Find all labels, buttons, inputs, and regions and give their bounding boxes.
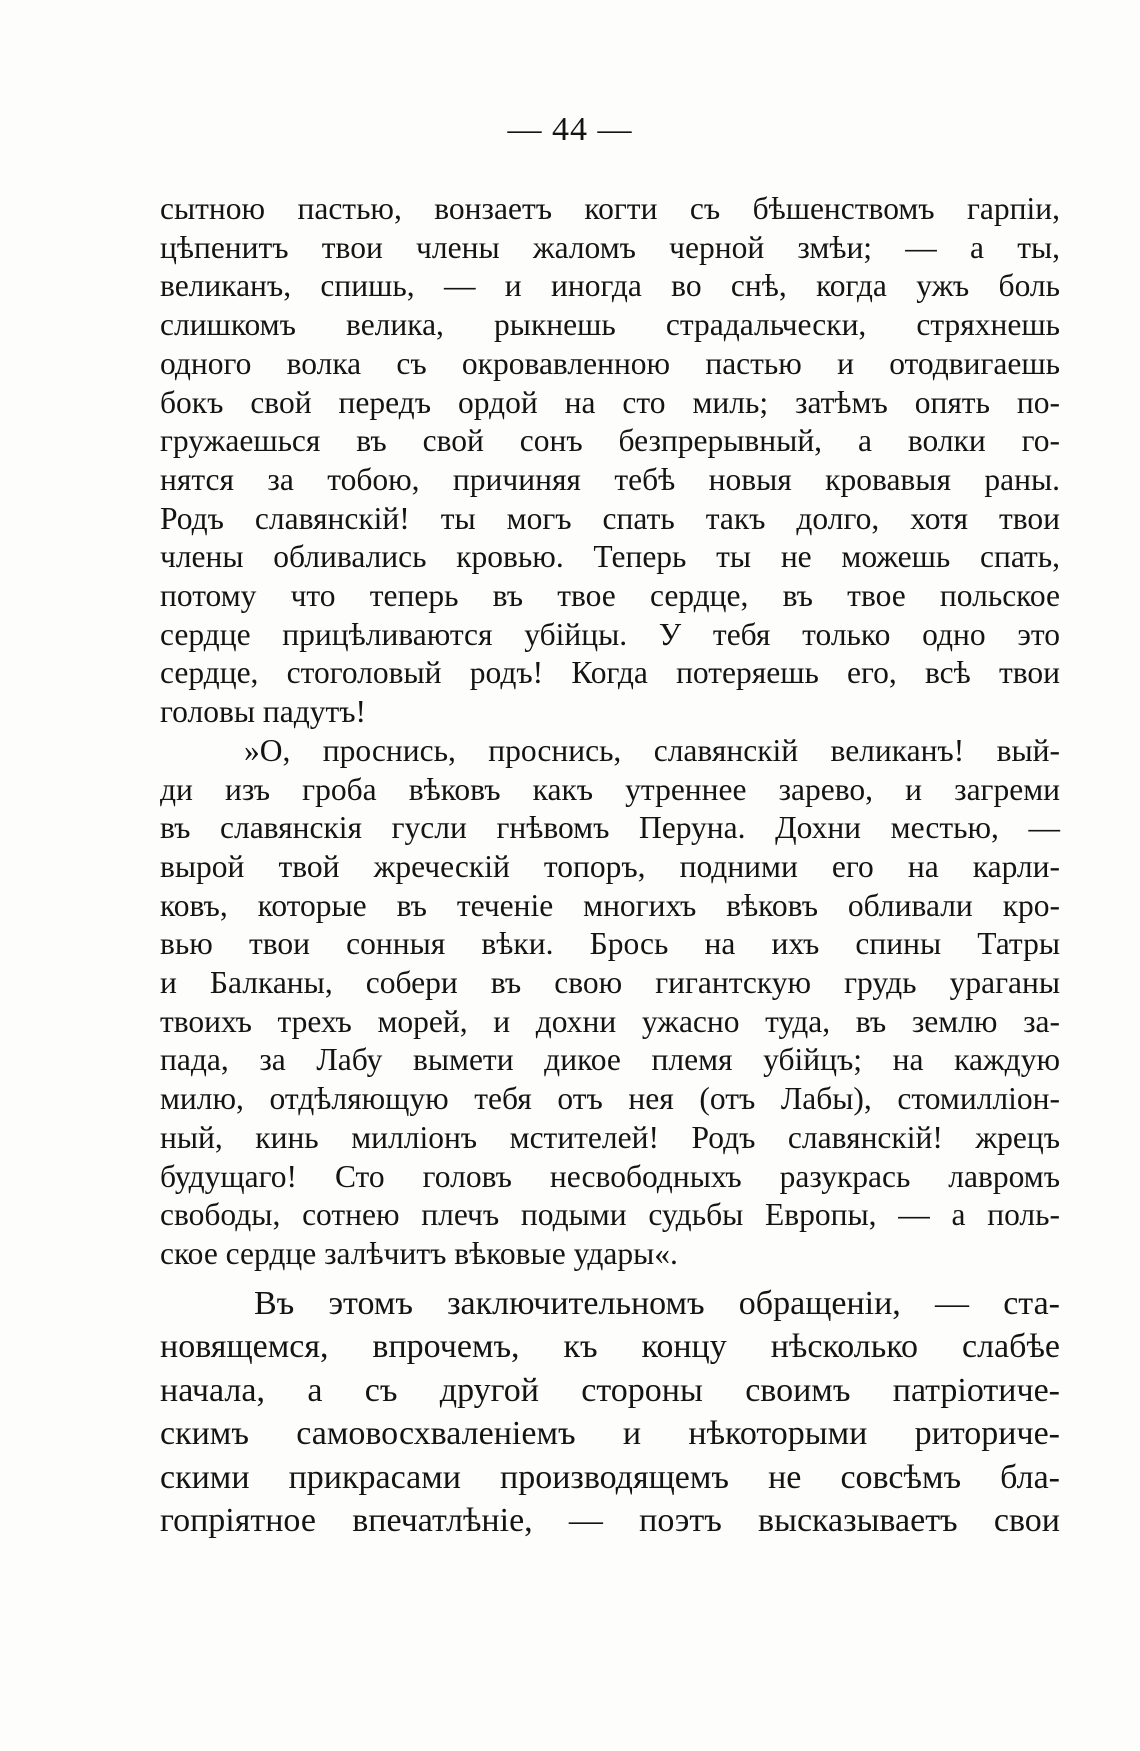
- body-paragraph: [160, 1282, 1060, 1542]
- text-line: вью твои сонныя вѣки. Брось на ихъ спины Татры: [160, 926, 1060, 962]
- text-line: ди изъ гроба вѣковъ какъ утреннее зарево, и загреми: [160, 771, 1060, 807]
- text-line: новящемся, впрочемъ, къ концу нѣсколько слабѣе: [160, 1328, 1060, 1366]
- text-line: бокъ свой передъ ордой на сто миль; затѣмъ опять по-: [160, 384, 1060, 420]
- text-line: милю, отдѣляющую тебя отъ нея (отъ Лабы), стомилліон-: [160, 1081, 1060, 1117]
- text-line: нятся за тобою, причиняя тебѣ новыя кровавыя раны.: [160, 461, 1060, 497]
- text-line: въ славянскія гусли гнѣвомъ Перуна. Дохни местью, —: [160, 810, 1060, 846]
- text-line: твоихъ трехъ морей, и дохни ужасно туда, въ землю за-: [160, 1003, 1060, 1039]
- text-line: сердце, стоголовый родъ! Когда потеряешь его, всѣ твои: [160, 655, 1060, 691]
- text-line: Родъ славянскій! ты могъ спать такъ долго, хотя твои: [160, 500, 1060, 536]
- text-line: Въ этомъ заключительномъ обращеніи, — ста-: [254, 1285, 1060, 1322]
- text-line: головы падутъ!: [160, 694, 367, 730]
- text-line: скими прикрасами производящемъ не совсѣмъ бла-: [160, 1458, 1060, 1496]
- page-number: — 44 —: [507, 111, 633, 148]
- text-line: будущаго! Сто головъ несвободныхъ разукрась лавромъ: [160, 1158, 1060, 1194]
- text-line: одного волка съ окровавленною пастью и отодвигаешь: [160, 345, 1060, 381]
- text-line: начала, а съ другой стороны своимъ патріотиче-: [160, 1371, 1060, 1409]
- text-line: гружаешься въ свой сонъ безпрерывный, а волки го-: [160, 423, 1060, 459]
- text-line: пада, за Лабу вымети дикое племя убійцъ; на каждую: [160, 1042, 1060, 1078]
- text-line: и Балканы, собери въ свою гигантскую грудь ураганы: [160, 965, 1060, 1001]
- text-line: свободы, сотнею плечъ подыми судьбы Европы, — а поль-: [160, 1197, 1060, 1233]
- text-line: ское сердце залѣчитъ вѣковые удары«.: [160, 1235, 678, 1271]
- text-line: ный, кинь милліонъ мстителей! Родъ славянскій! жрецъ: [160, 1119, 1060, 1155]
- text-line: сердце прицѣливаются убійцы. У тебя только одно это: [160, 616, 1060, 652]
- text-line: вырой твой жреческій топоръ, подними его на карли-: [160, 848, 1060, 884]
- text-line: ковъ, которые въ теченіе многихъ вѣковъ обливали кро-: [160, 887, 1060, 923]
- quoted-passage: [160, 190, 1060, 1274]
- text-line: скимъ самовосхваленіемъ и нѣкоторыми риториче-: [160, 1415, 1060, 1453]
- text-line: цѣпенитъ твои члены жаломъ черной змѣи; — а ты,: [160, 229, 1060, 265]
- text-line: гопріятное впечатлѣніе, — поэтъ высказываетъ свои: [160, 1502, 1060, 1540]
- text-line: »О, проснись, проснись, славянскій великанъ! вый-: [244, 732, 1060, 768]
- text-line: слишкомъ велика, рыкнешь страдальчески, стряхнешь: [160, 307, 1060, 343]
- text-line: сытною пастью, вонзаетъ когти съ бѣшенствомъ гарпіи,: [160, 191, 1060, 226]
- text-line: великанъ, спишь, — и иногда во снѣ, когда ужъ боль: [160, 268, 1060, 304]
- text-line: члены обливались кровью. Теперь ты не можешь спать,: [160, 539, 1060, 575]
- text-line: потому что теперь въ твое сердце, въ твое польское: [160, 578, 1060, 614]
